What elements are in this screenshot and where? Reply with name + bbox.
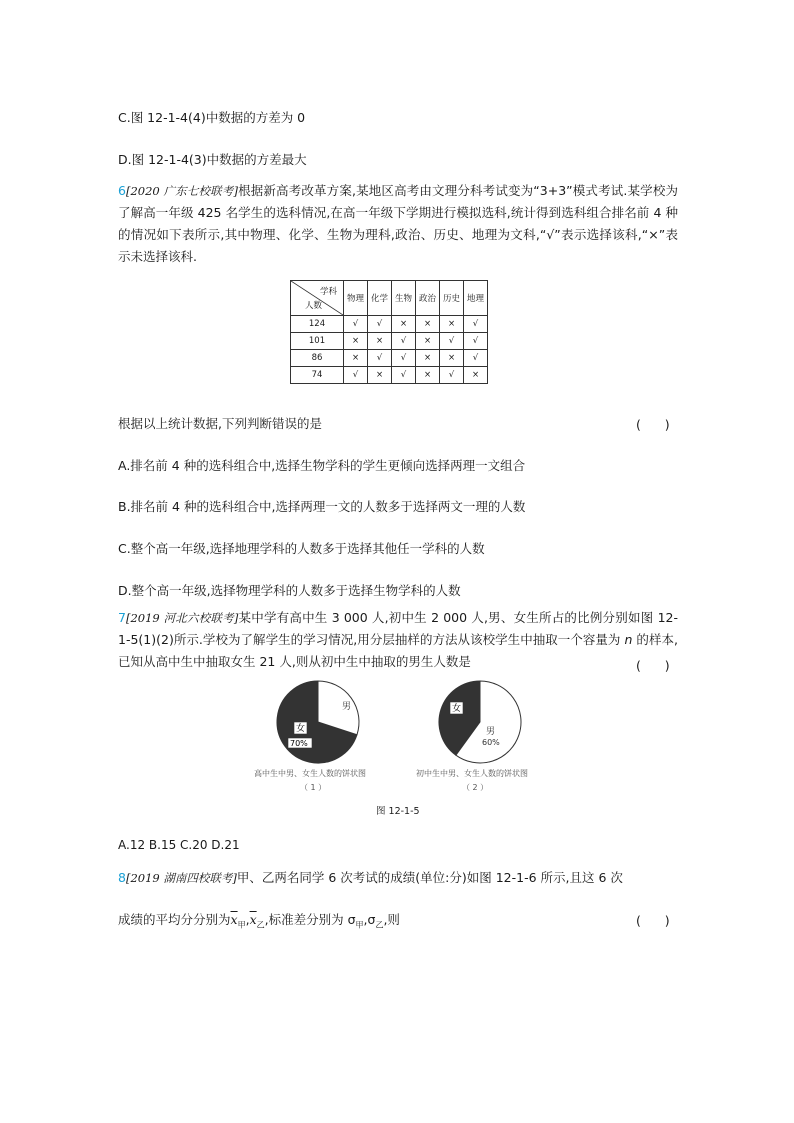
subscript-yi: 乙 <box>256 920 265 930</box>
question-number: 8 <box>118 870 126 885</box>
pie-index: （ 2 ） <box>462 783 489 792</box>
pie-caption: 初中生中男、女生人数的饼状图 <box>416 769 528 778</box>
table-cell: √ <box>368 350 392 367</box>
table-cell: √ <box>464 333 488 350</box>
comma: , <box>245 912 250 927</box>
table-cell: × <box>344 333 368 350</box>
pie-label-male: 男 <box>486 727 496 737</box>
subscript-jia: 甲 <box>355 920 364 930</box>
table-cell: × <box>440 350 464 367</box>
question-source: [2020 广东七校联考] <box>125 184 238 198</box>
variable-n: n <box>624 632 633 647</box>
table-cell: √ <box>368 316 392 333</box>
question-source: [2019 湖南四校联考] <box>125 871 237 885</box>
option-c: C.整个高一年级,选择地理学科的人数多于选择其他任一学科的人数 <box>118 541 485 556</box>
table-header: 生物 <box>392 281 416 316</box>
table-cell: × <box>416 367 440 384</box>
option-a: A.排名前 4 种的选科组合中,选择生物学科的学生更倾向选择两理一文组合 <box>118 458 526 473</box>
question-7-options: A.12 B.15 C.20 D.21 <box>118 838 240 852</box>
table-row <box>291 333 488 350</box>
table-cell: √ <box>392 367 416 384</box>
question-body: 根据新高考改革方案,某地区高考由文理分科考试变为“3+3”模式考试.某学校为了解高一年级 425 名学生的选科情况,在高一年级下学期进行模拟选科,统计得到选科组合排名前 4 种的情况如下表所示,其中物理、化学、生物为理科,政治、历史、地理为文科,“√”表示选择该科,“×”表示未选择该科. <box>118 183 678 264</box>
pie-percent-female: 70% <box>290 739 308 748</box>
table-cell: √ <box>392 350 416 367</box>
table-cell: × <box>368 367 392 384</box>
table-cell: 101 <box>291 333 344 350</box>
sigma-symbol: σ <box>367 912 376 927</box>
table-cell: × <box>416 350 440 367</box>
option-d-previous: D.图 12-1-4(3)中数据的方差最大 <box>118 152 307 167</box>
pie-percent-male: 60% <box>482 738 500 747</box>
option-d: D.整个高一年级,选择物理学科的人数多于选择生物学科的人数 <box>118 583 461 598</box>
question-6-stem: 根据以上统计数据,下列判断错误的是 <box>118 416 322 431</box>
question-number: 7 <box>118 610 126 625</box>
option-b: B.排名前 4 种的选科组合中,选择两理一文的人数多于选择两文一理的人数 <box>118 499 526 514</box>
table-cell: 74 <box>291 367 344 384</box>
table-row <box>291 316 488 333</box>
line2-mid: ,标准差分别为 <box>264 912 348 927</box>
question-body-end: 的样本,已知从高中生中抽取女生 21 人,则从初中生中抽取的男生人数是 <box>118 632 678 669</box>
line2-post: ,则 <box>383 912 400 927</box>
table-cell: × <box>416 333 440 350</box>
table-header: 地理 <box>464 281 488 316</box>
table-cell: × <box>344 350 368 367</box>
subscript-yi: 乙 <box>375 920 384 930</box>
answer-blank: ( ) <box>636 658 670 673</box>
table-row <box>291 367 488 384</box>
line2-pre: 成绩的平均分分别为 <box>118 912 231 927</box>
corner-top-label: 学科 <box>319 287 337 297</box>
question-8-line2 <box>118 913 400 933</box>
table-cell: √ <box>440 333 464 350</box>
table-cell: × <box>392 316 416 333</box>
table-cell: × <box>416 316 440 333</box>
question-body: 某中学有高中生 3 000 人,初中生 2 000 人,男、女生所占的比例分别如图 12-1-5(1)(2)所示.学校为了解学生的学习情况,用分层抽样的方法从该校学生中抽取一个容量为 <box>118 610 678 647</box>
xbar-symbol: $\overline{x}$ <box>230 912 238 927</box>
subscript-jia: 甲 <box>237 920 246 930</box>
pie-label-female: 女 <box>296 724 306 734</box>
xbar-symbol: $\overline{x}$ <box>249 912 257 927</box>
table-cell: √ <box>440 367 464 384</box>
pie-chart-high-school <box>254 681 366 792</box>
table-cell: √ <box>344 367 368 384</box>
figure-caption: 图 12-1-5 <box>376 806 420 817</box>
table-cell: √ <box>392 333 416 350</box>
question-8-text <box>118 871 623 885</box>
pie-charts-figure <box>250 678 550 798</box>
question-7-text <box>118 607 678 673</box>
pie-label-female: 女 <box>452 704 462 714</box>
question-body: 甲、乙两名同学 6 次考试的成绩(单位:分)如图 12-1-6 所示,且这 6 次 <box>236 870 623 885</box>
answer-blank: ( ) <box>636 417 670 432</box>
sigma-symbol: σ <box>347 912 356 927</box>
corner-bottom-label: 人数 <box>305 301 323 311</box>
pie-chart-middle-school <box>416 681 528 792</box>
pie-caption: 高中生中男、女生人数的饼状图 <box>254 769 366 778</box>
table-cell: × <box>464 367 488 384</box>
pie-label-male: 男 <box>342 702 352 712</box>
table-cell: √ <box>344 316 368 333</box>
option-c-previous: C.图 12-1-4(4)中数据的方差为 0 <box>118 110 306 125</box>
table-header: 历史 <box>440 281 464 316</box>
question-6-text <box>118 180 678 268</box>
table-cell: 86 <box>291 350 344 367</box>
table-corner-cell <box>291 281 344 316</box>
table-row <box>291 350 488 367</box>
table-cell: 124 <box>291 316 344 333</box>
question-source: [2019 河北六校联考] <box>125 611 239 625</box>
answer-blank: ( ) <box>636 913 670 928</box>
table-cell: × <box>368 333 392 350</box>
table-cell: √ <box>464 316 488 333</box>
selection-table <box>290 280 488 384</box>
table-cell: √ <box>464 350 488 367</box>
question-number: 6 <box>118 183 126 198</box>
comma: , <box>363 912 368 927</box>
table-header: 物理 <box>344 281 368 316</box>
table-header: 化学 <box>368 281 392 316</box>
table-header: 政治 <box>416 281 440 316</box>
pie-index: （ 1 ） <box>300 783 327 792</box>
table-cell: × <box>440 316 464 333</box>
